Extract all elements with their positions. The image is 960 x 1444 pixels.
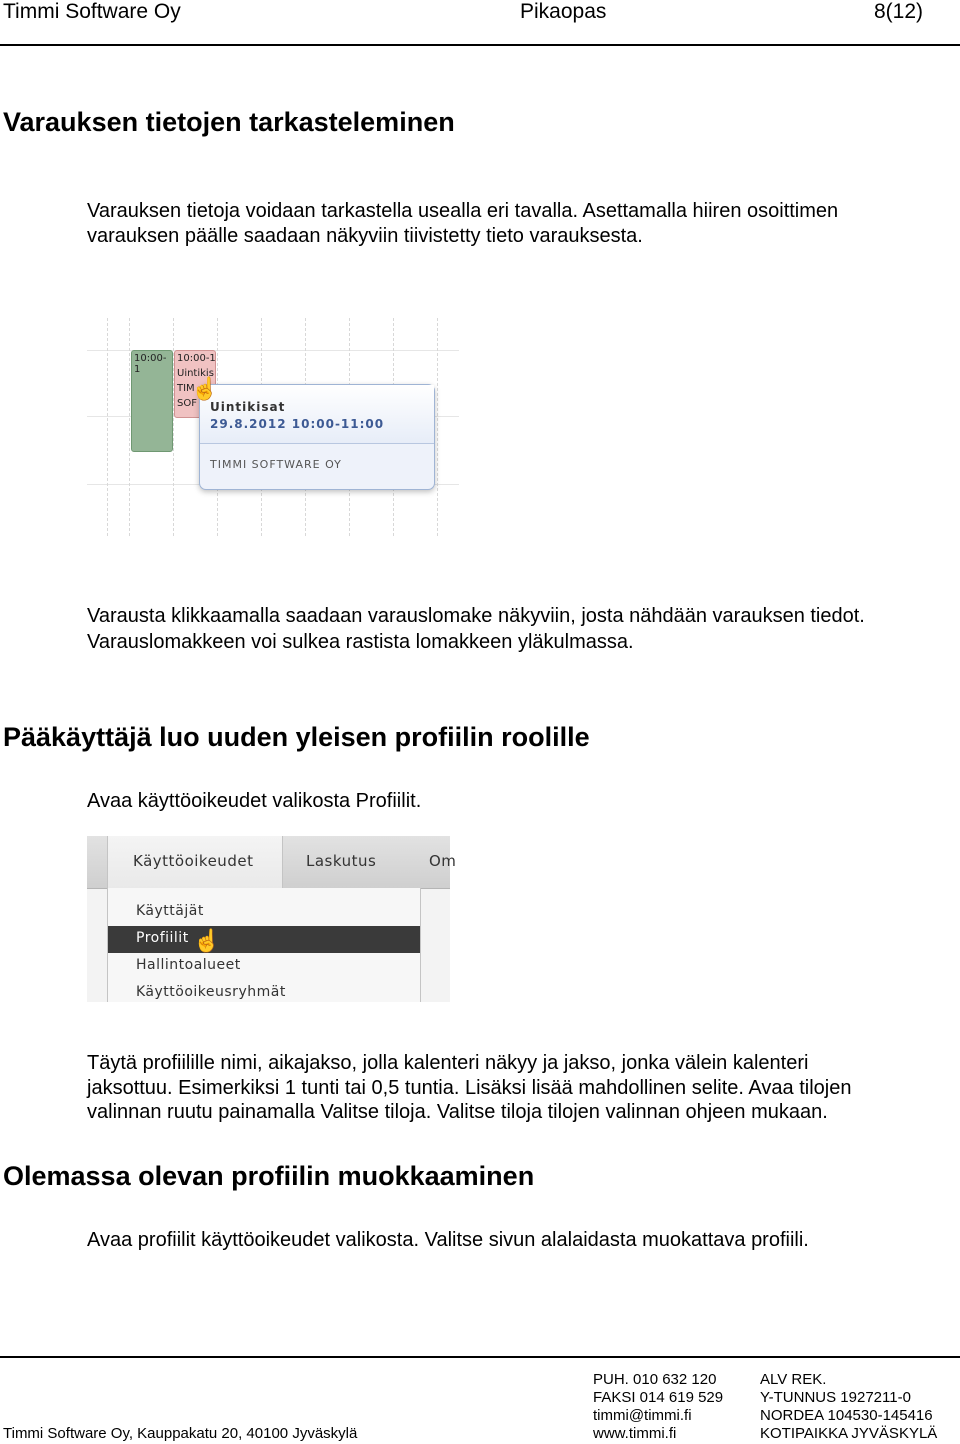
footer-bank: NORDEA 104530-145416 bbox=[760, 1407, 933, 1424]
tooltip-company: TIMMI SOFTWARE OY bbox=[210, 458, 342, 471]
footer-rule bbox=[0, 1356, 960, 1358]
paragraph-line: varauksen päälle saadaan näkyviin tiivistetty tieto varauksesta. bbox=[87, 225, 643, 247]
footer-address: Timmi Software Oy, Kauppakatu 20, 40100 Jyväskylä bbox=[3, 1425, 358, 1442]
menu-item-hallintoalueet[interactable]: Hallintoalueet bbox=[136, 957, 241, 973]
footer-email: timmi@timmi.fi bbox=[593, 1407, 692, 1424]
menu-item-profiilit[interactable]: Profiilit bbox=[108, 926, 420, 953]
header-company: Timmi Software Oy bbox=[3, 0, 181, 23]
event-time: 10:00-1 bbox=[134, 353, 167, 375]
event-time: 10:00-1 bbox=[177, 353, 216, 364]
header-doc-title: Pikaopas bbox=[520, 0, 607, 23]
header-rule bbox=[0, 44, 960, 46]
menu-item-kayttooikeusryhmat[interactable]: Käyttöoikeusryhmät bbox=[136, 984, 286, 1000]
paragraph-line: valinnan ruutu painamalla Valitse tiloja. Valitse tiloja tilojen valinnan ohjeen mukaan. bbox=[87, 1101, 828, 1123]
header-page-number: 8(12) bbox=[874, 0, 924, 23]
paragraph-line: Avaa profiilit käyttöoikeudet valikosta. Valitse sivun alalaidasta muokattava profiili. bbox=[87, 1229, 809, 1251]
tooltip-title: Uintikisat bbox=[210, 400, 286, 414]
footer-vat: ALV REK. bbox=[760, 1371, 827, 1388]
tab-laskutus[interactable]: Laskutus bbox=[306, 852, 377, 870]
hand-cursor-icon: ☝ bbox=[191, 376, 219, 401]
event-tooltip bbox=[199, 384, 435, 490]
section-heading-viewing: Varauksen tietojen tarkasteleminen bbox=[3, 107, 455, 137]
calendar-event-green[interactable] bbox=[131, 350, 173, 452]
paragraph-line: Varausta klikkaamalla saadaan varauslomake näkyviin, josta nähdään varauksen tiedot. bbox=[87, 605, 865, 627]
footer-fax: FAKSI 014 619 529 bbox=[593, 1389, 724, 1406]
menu-bar bbox=[87, 836, 457, 889]
paragraph-line: Avaa käyttöoikeudet valikosta Profiilit. bbox=[87, 790, 422, 812]
hand-cursor-icon: ☝ bbox=[193, 928, 221, 953]
section-heading-new-profile: Pääkäyttäjä luo uuden yleisen profiilin roolille bbox=[3, 722, 590, 752]
tooltip-datetime: 29.8.2012 10:00-11:00 bbox=[210, 417, 385, 431]
paragraph-line: Varauksen tietoja voidaan tarkastella usealla eri tavalla. Asettamalla hiiren osoittimen bbox=[87, 200, 839, 222]
section-heading-edit-profile: Olemassa olevan profiilin muokkaaminen bbox=[3, 1161, 535, 1191]
event-owner: TIM bbox=[177, 383, 195, 394]
footer-web: www.timmi.fi bbox=[593, 1425, 677, 1442]
tab-kayttooikeudet[interactable]: Käyttöoikeudet bbox=[107, 836, 283, 888]
paragraph-line: Täytä profiilille nimi, aikajakso, jolla kalenteri näkyy ja jakso, jonka välein kalenteri bbox=[87, 1052, 809, 1074]
paragraph-line: jaksottuu. Esimerkiksi 1 tunti tai 0,5 tuntia. Lisäksi lisää mahdollinen selite. Avaa tilojen bbox=[87, 1077, 852, 1099]
event-owner-2: SOF bbox=[177, 398, 197, 409]
paragraph-line: Varauslomakkeen voi sulkea rastista lomakkeen yläkulmassa. bbox=[87, 631, 634, 653]
dropdown-menu bbox=[107, 888, 421, 1002]
menu-item-kayttajat[interactable]: Käyttäjät bbox=[136, 903, 204, 919]
footer-phone: PUH. 010 632 120 bbox=[593, 1371, 717, 1388]
footer-business-id: Y-TUNNUS 1927211-0 bbox=[760, 1389, 911, 1406]
event-title: Uintikis bbox=[177, 368, 214, 379]
footer-domicile: KOTIPAIKKA JYVÄSKYLÄ bbox=[760, 1425, 938, 1442]
calendar-tooltip-screenshot bbox=[87, 318, 459, 536]
tab-om[interactable]: Om bbox=[429, 852, 457, 870]
menu-screenshot bbox=[87, 836, 457, 1002]
